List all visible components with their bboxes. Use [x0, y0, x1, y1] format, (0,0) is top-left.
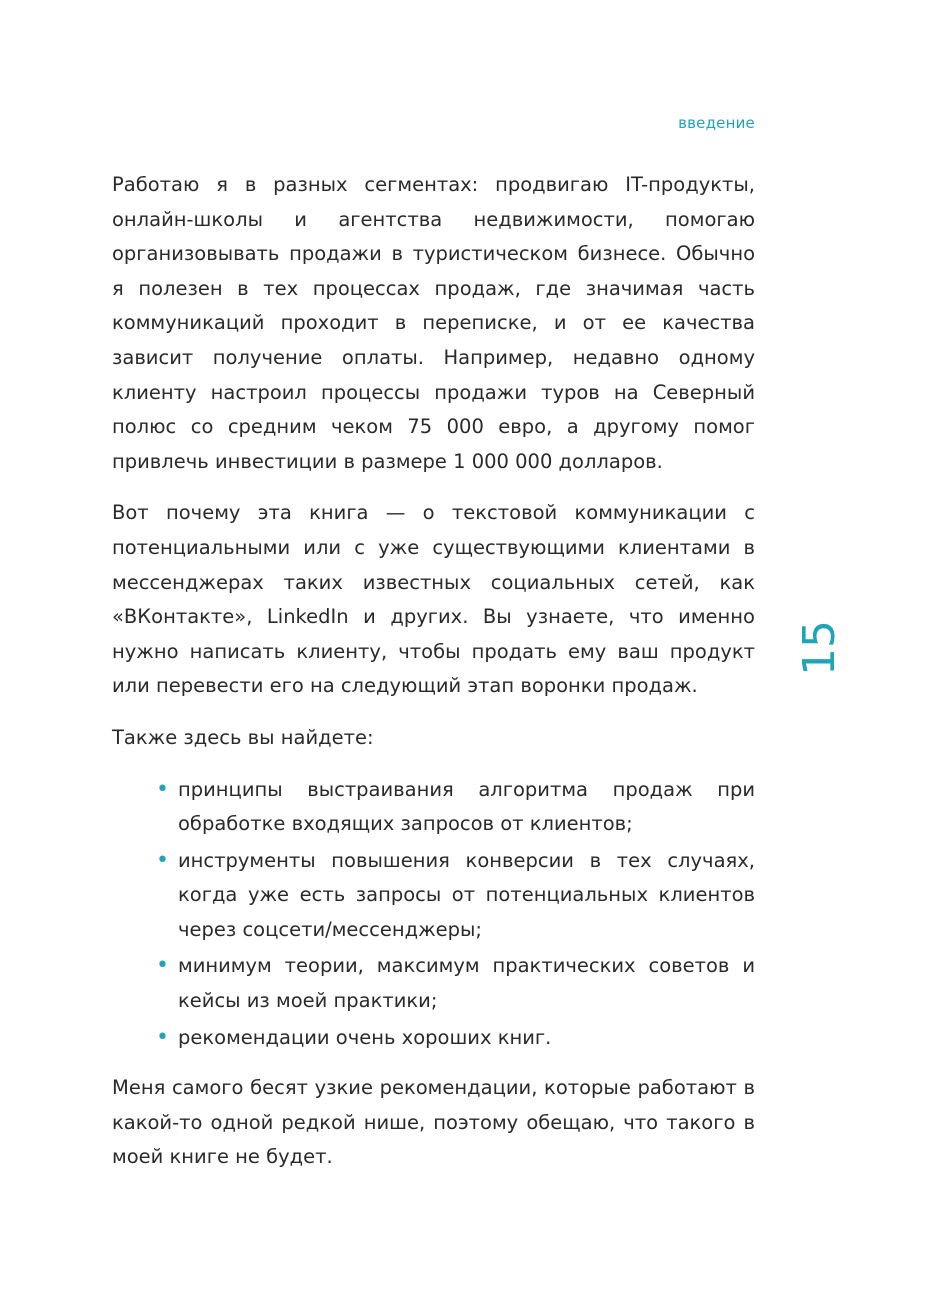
list-item-text: рекомендации очень хороших книг.: [178, 1025, 552, 1049]
list-item: [156, 773, 755, 842]
list-item-text: принципы выстраивания алгоритма продаж при обработке входящих запросов от клиентов;: [178, 777, 755, 836]
running-head: введение: [678, 114, 755, 132]
list-item-text: минимум теории, максимум практических советов и кейсы из моей практики;: [178, 954, 755, 1013]
page-body: [112, 168, 755, 1192]
bullet-icon: •: [156, 1024, 169, 1050]
bullet-icon: •: [156, 847, 169, 873]
paragraph-closing: Меня самого бесят узкие рекомендации, которые работают в какой-то одной редкой нише, поэтому обещаю, что такого в моей книге не будет.: [112, 1076, 755, 1169]
feature-list: [112, 773, 755, 1056]
paragraph-list-intro: Также здесь вы найдете:: [112, 725, 374, 749]
paragraph-book-purpose: Вот почему эта книга — о текстовой коммуникации с потенциальными или с уже существующими клиентами в мессенджерах таких известных социальных сетей, как «ВКонтакте», LinkedIn и других. Вы узнаете, что именно нужно написать клиенту, чтобы продать ему ваш продукт или перевести его на следующий этап воронки продаж.: [112, 501, 755, 698]
list-item: [156, 949, 755, 1018]
bullet-icon: •: [156, 953, 169, 979]
list-item: [156, 844, 755, 948]
paragraph-segments: Работаю я в разных сегментах: продвигаю IT-продукты, онлайн-школы и агентства недвижимости, помогаю организовывать продажи в туристическом бизнесе. Обычно я полезен в тех процессах продаж, где значимая часть коммуникаций проходит в переписке, и от ее качества зависит получение оплаты. Например, недавно одному клиенту настроил процессы продажи туров на Северный полюс со средним чеком 75 000 евро, а другому помог привлечь инвестиции в размере 1 000 000 долларов.: [112, 173, 755, 473]
list-item-text: инструменты повышения конверсии в тех случаях, когда уже есть запросы от потенциальных клиентов через соцсети/мессенджеры;: [178, 848, 755, 941]
list-item: [156, 1021, 755, 1056]
bullet-icon: •: [156, 776, 169, 802]
page-number: 15: [794, 620, 845, 676]
